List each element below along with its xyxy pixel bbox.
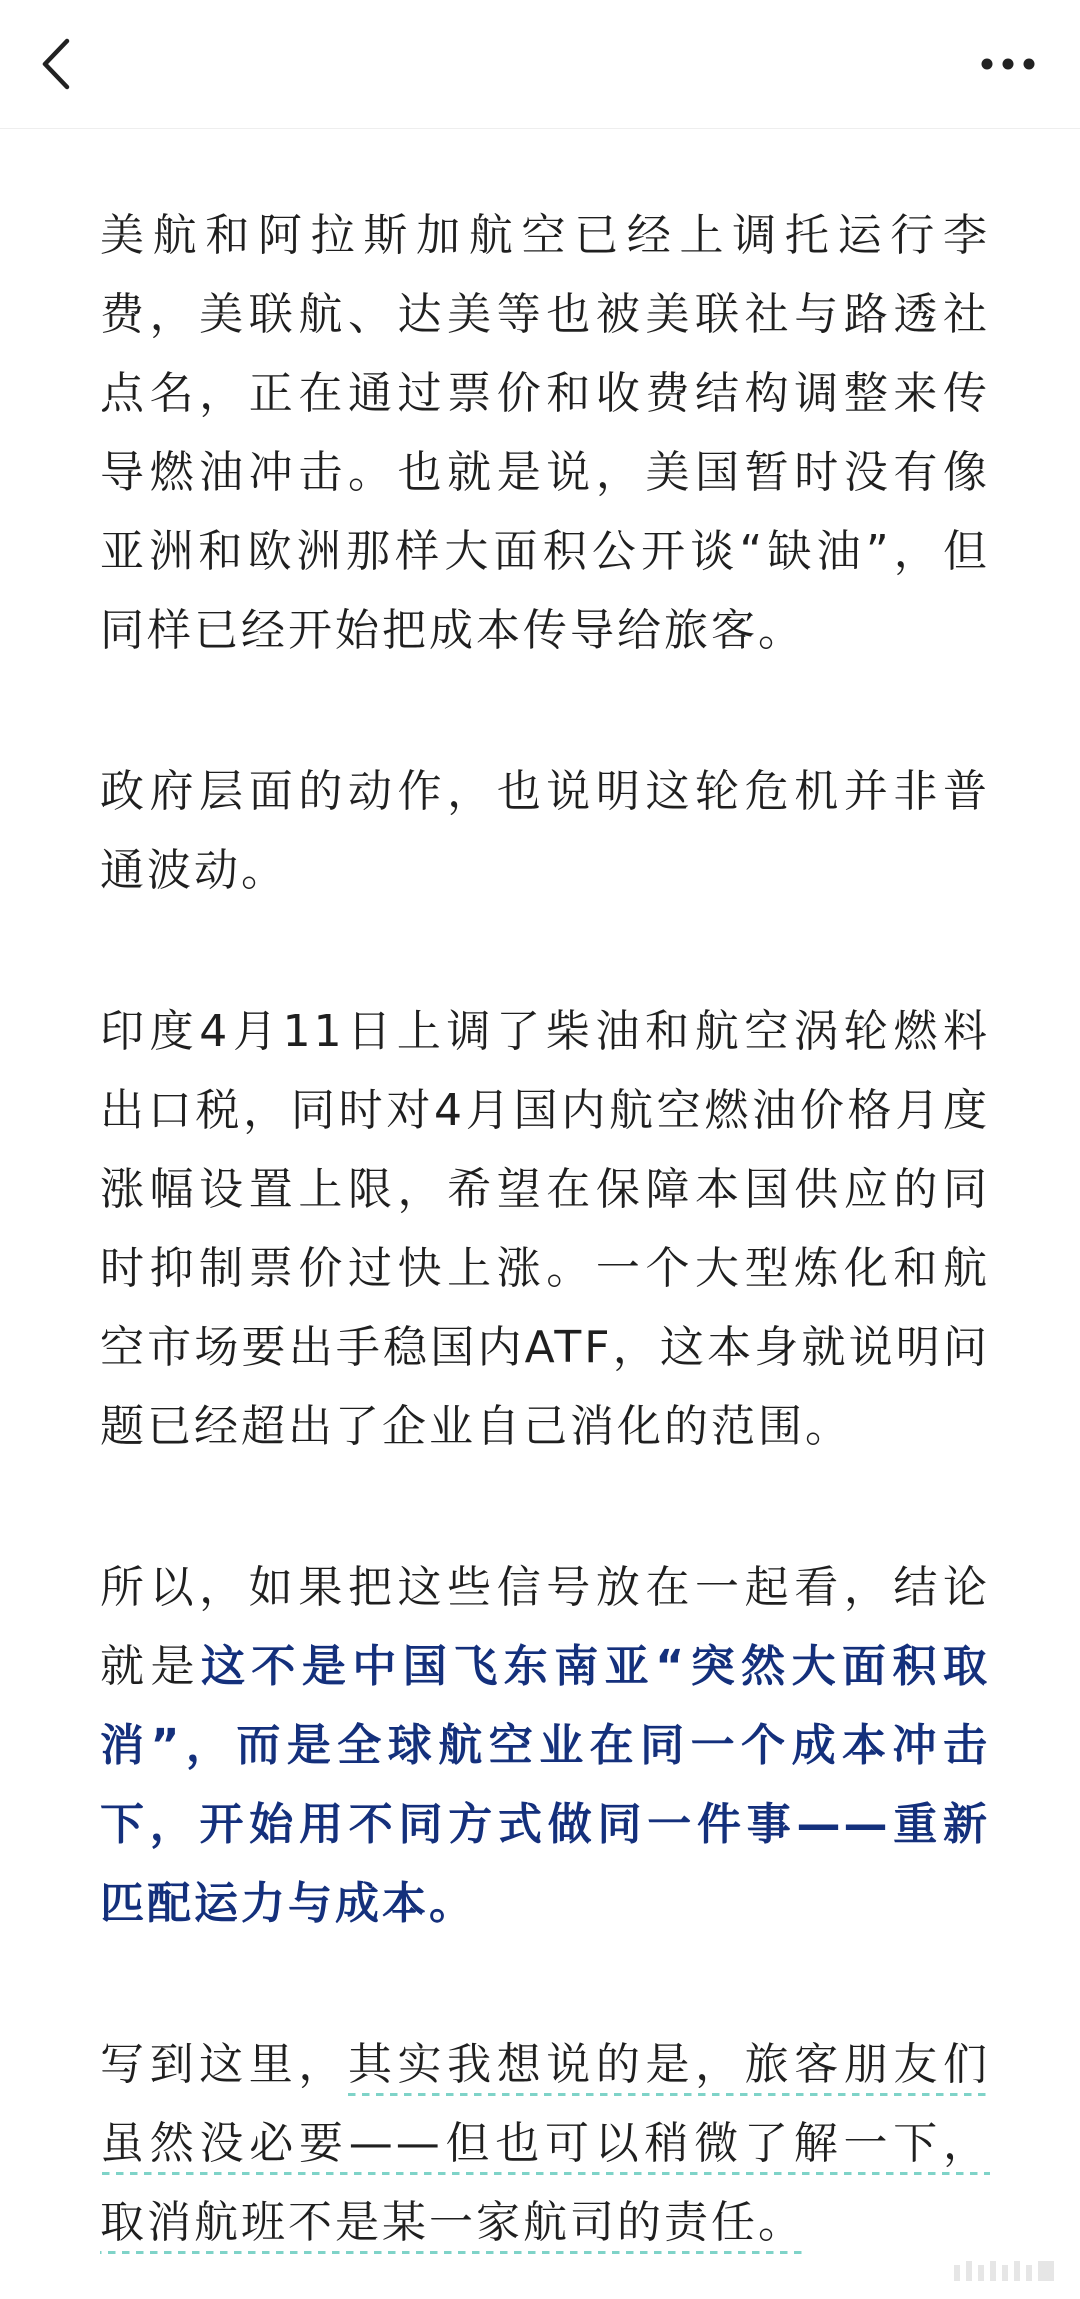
conclusion-emphasis-text: 这不是中国飞东南亚“突然大面积取消”，而是全球航空业在同一个成本冲击下，开始用不同方式做同一件事——重新匹配运力与成本。 xyxy=(100,1641,990,1929)
paragraph-government-action: 政府层面的动作，也说明这轮危机并非普通波动。 xyxy=(100,766,990,896)
watermark-logo-icon xyxy=(950,2255,1060,2289)
more-options-button[interactable] xyxy=(960,26,1056,102)
article-body xyxy=(100,196,990,2262)
paragraph-india-policy: 印度4月11日上调了柴油和航空涡轮燃料出口税，同时对4月国内航空燃油价格月度涨幅设置上限，希望在保障本国供应的同时抑制票价过快上涨。一个大型炼化和航空市场要出手稳国内ATF，这本身就说明问题已经超出了企业自己消化的范围。 xyxy=(100,1006,990,1452)
chevron-left-icon xyxy=(39,37,73,91)
more-horizontal-icon xyxy=(980,57,1036,71)
paragraph-closing-note xyxy=(100,2025,990,2262)
top-navigation-bar xyxy=(0,0,1080,129)
closing-lead-text: 写到这里， xyxy=(100,2039,348,2090)
paragraph-airline-fees: 美航和阿拉斯加航空已经上调托运行李费，美联航、达美等也被美联社与路透社点名，正在通过票价和收费结构调整来传导燃油冲击。也就是说，美国暂时没有像亚洲和欧洲那样大面积公开谈“缺油”，但同样已经开始把成本传导给旅客。 xyxy=(100,210,990,656)
paragraph-conclusion xyxy=(100,1548,990,1943)
closing-underlined-text: 其实我想说的是，旅客朋友们虽然没必要——但也可以稍微了解一下，取消航班不是某一家航司的责任。 xyxy=(100,2039,990,2254)
conclusion-lead-text: 所以，如果把这些信号放在一起看，结论就是 xyxy=(100,1562,990,1692)
back-button[interactable] xyxy=(24,26,88,102)
